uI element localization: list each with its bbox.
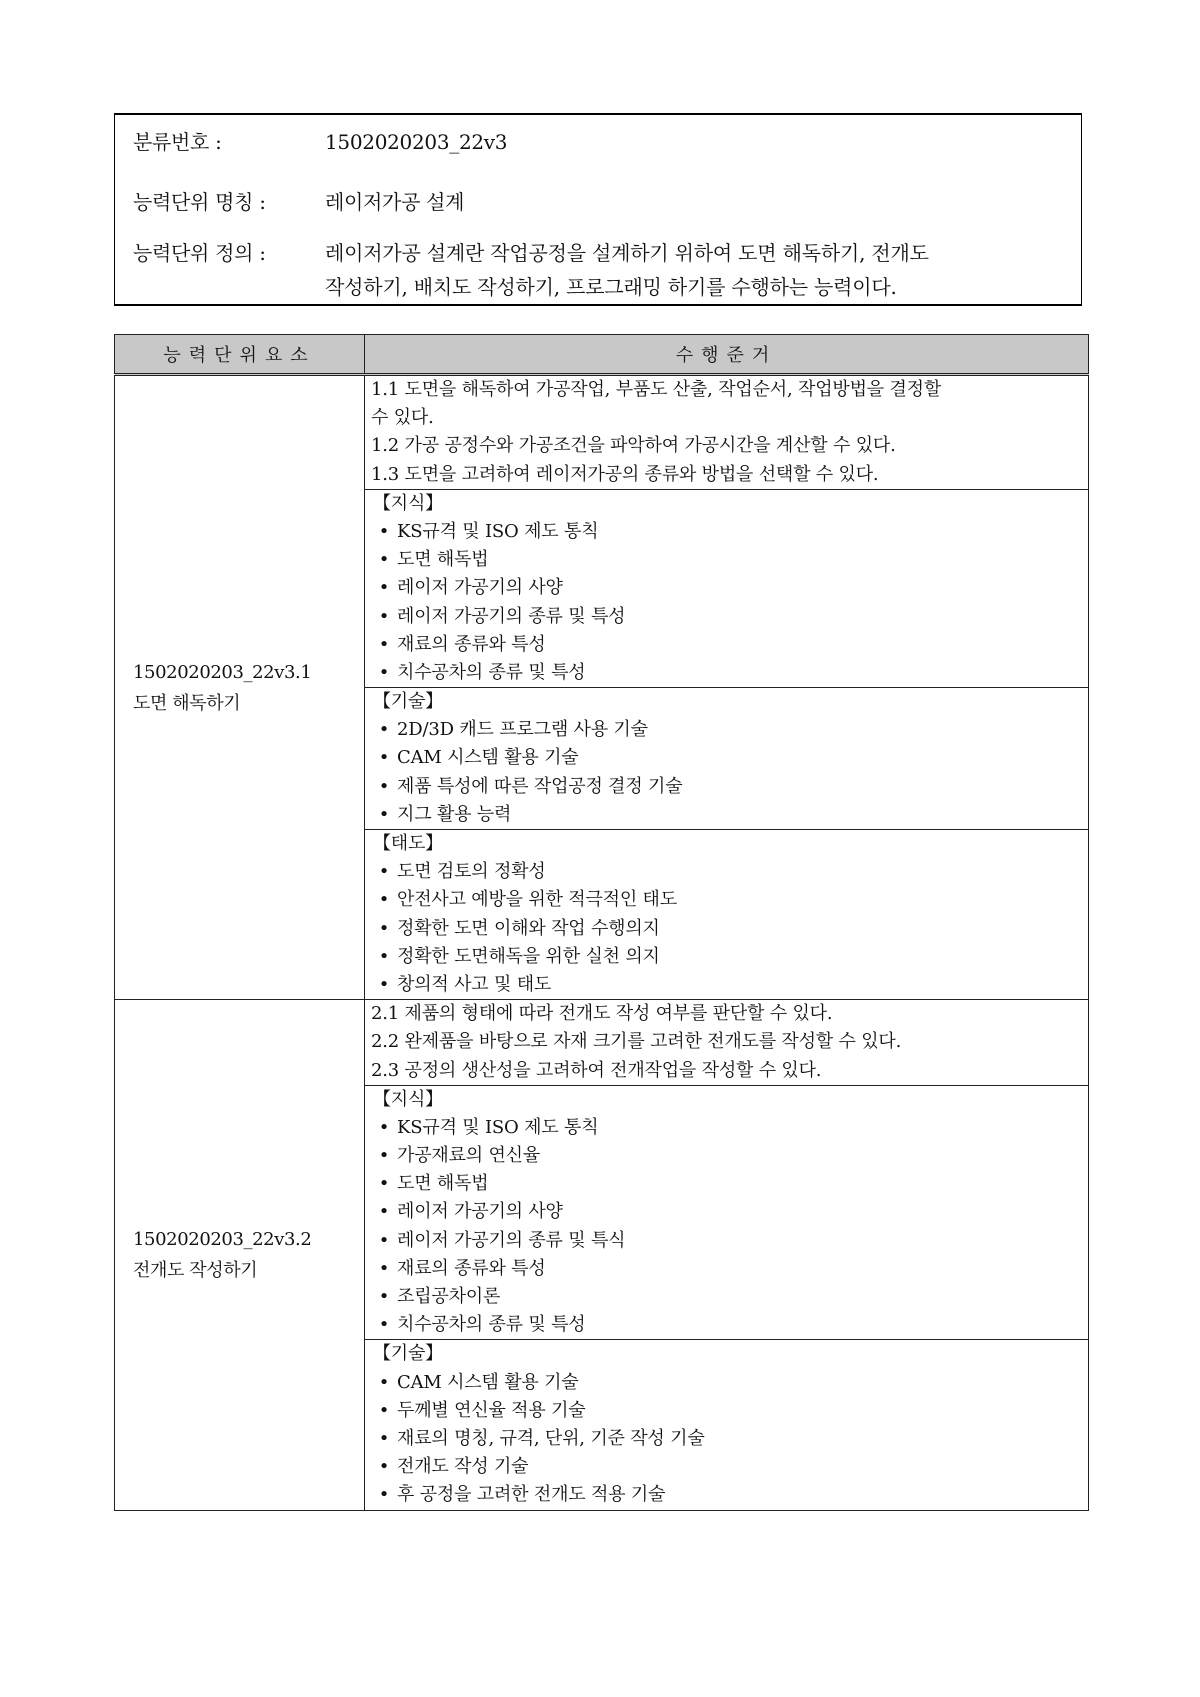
criteria-cell <box>365 1000 1089 1086</box>
list-item: • 재료의 명칭, 규격, 단위, 기준 작성 기술 <box>371 1425 1084 1453</box>
knowledge-cell <box>365 489 1089 687</box>
unit-info-box <box>114 113 1082 306</box>
list-item: • 안전사고 예방을 위한 적극적인 태도 <box>371 886 1084 914</box>
list-item: • 전개도 작성 기술 <box>371 1453 1084 1481</box>
unit-element-cell <box>115 375 365 1000</box>
classification-value: 1502020203_22v3 <box>325 130 508 154</box>
unit-element-cell <box>115 1000 365 1510</box>
unit-name-label: 능력단위 명칭 : <box>133 190 266 214</box>
unit-definition-line-1: 레이저가공 설계란 작업공정을 설계하기 위하여 도면 해독하기, 전개도 <box>325 241 929 265</box>
skills-title: 【기술】 <box>373 1343 443 1365</box>
skills-title: 【기술】 <box>373 691 443 713</box>
unit-name: 도면 해독하기 <box>133 692 241 714</box>
list-item: • 두께별 연신율 적용 기술 <box>371 1397 1084 1425</box>
unit-name: 전개도 작성하기 <box>133 1259 258 1281</box>
table-row <box>115 1000 1089 1086</box>
unit-definition-label: 능력단위 정의 : <box>133 241 266 265</box>
table-header-row <box>115 335 1089 375</box>
unit-name-row <box>133 186 464 215</box>
knowledge-title: 【지식】 <box>373 1088 443 1110</box>
list-item: • 정확한 도면 이해와 작업 수행의지 <box>371 915 1084 943</box>
list-item: • 재료의 종류와 특성 <box>371 631 1084 659</box>
criteria-line: 수 있다. <box>371 407 434 429</box>
list-item: • 후 공정을 고려한 전개도 적용 기술 <box>371 1481 1084 1509</box>
list-item: • KS규격 및 ISO 제도 통칙 <box>371 518 1084 546</box>
classification-row <box>133 126 507 155</box>
list-item: • CAM 시스템 활용 기술 <box>371 1369 1084 1397</box>
attitude-cell <box>365 830 1089 1000</box>
list-item: • 도면 검토의 정확성 <box>371 858 1084 886</box>
attitude-title: 【태도】 <box>373 833 443 854</box>
performance-criteria-header: 수행준거 <box>365 335 1089 375</box>
list-item: • 레이저 가공기의 종류 및 특식 <box>371 1227 1084 1255</box>
list-item: • 치수공차의 종류 및 특성 <box>371 659 1084 687</box>
list-item: • 제품 특성에 따른 작업공정 결정 기술 <box>371 773 1084 801</box>
classification-label: 분류번호 : <box>133 130 222 154</box>
list-item: • 조립공차이론 <box>371 1283 1084 1311</box>
competency-table <box>114 334 1089 1511</box>
knowledge-title: 【지식】 <box>373 492 443 514</box>
list-item: • 재료의 종류와 특성 <box>371 1255 1084 1283</box>
list-item: • 도면 해독법 <box>371 546 1084 574</box>
criteria-line: 1.3 도면을 고려하여 레이저가공의 종류와 방법을 선택할 수 있다. <box>371 463 879 485</box>
list-item: • 가공재료의 연신율 <box>371 1142 1084 1170</box>
list-item: • 정확한 도면해독을 위한 실천 의지 <box>371 943 1084 971</box>
list-item: • 2D/3D 캐드 프로그램 사용 기술 <box>371 716 1084 744</box>
criteria-line: 1.2 가공 공정수와 가공조건을 파악하여 가공시간을 계산할 수 있다. <box>371 435 896 457</box>
list-item: • 레이저 가공기의 사양 <box>371 574 1084 602</box>
unit-definition-line-2: 작성하기, 배치도 작성하기, 프로그래밍 하기를 수행하는 능력이다. <box>325 275 897 299</box>
unit-code: 1502020203_22v3.2 <box>133 1228 312 1250</box>
criteria-line: 2.3 공정의 생산성을 고려하여 전개작업을 작성할 수 있다. <box>371 1059 822 1081</box>
knowledge-cell <box>365 1085 1089 1340</box>
criteria-line: 2.2 완제품을 바탕으로 자재 크기를 고려한 전개도를 작성할 수 있다. <box>371 1031 902 1053</box>
list-item: • 지그 활용 능력 <box>371 801 1084 829</box>
unit-definition-row <box>133 237 325 266</box>
criteria-cell <box>365 375 1089 490</box>
unit-name-value: 레이저가공 설계 <box>325 190 465 214</box>
list-item: • 도면 해독법 <box>371 1170 1084 1198</box>
skills-cell <box>365 1340 1089 1510</box>
list-item: • KS규격 및 ISO 제도 통칙 <box>371 1114 1084 1142</box>
unit-element-header: 능력단위요소 <box>115 335 365 375</box>
criteria-line: 2.1 제품의 형태에 따라 전개도 작성 여부를 판단할 수 있다. <box>371 1003 833 1025</box>
list-item: • CAM 시스템 활용 기술 <box>371 744 1084 772</box>
table-row <box>115 375 1089 490</box>
list-item: • 치수공차의 종류 및 특성 <box>371 1311 1084 1339</box>
unit-code: 1502020203_22v3.1 <box>133 661 312 683</box>
list-item: • 창의적 사고 및 태도 <box>371 971 1084 999</box>
list-item: • 레이저 가공기의 종류 및 특성 <box>371 603 1084 631</box>
list-item: • 레이저 가공기의 사양 <box>371 1198 1084 1226</box>
skills-cell <box>365 688 1089 830</box>
criteria-line: 1.1 도면을 해독하여 가공작업, 부품도 산출, 작업순서, 작업방법을 결정할 <box>371 379 942 400</box>
